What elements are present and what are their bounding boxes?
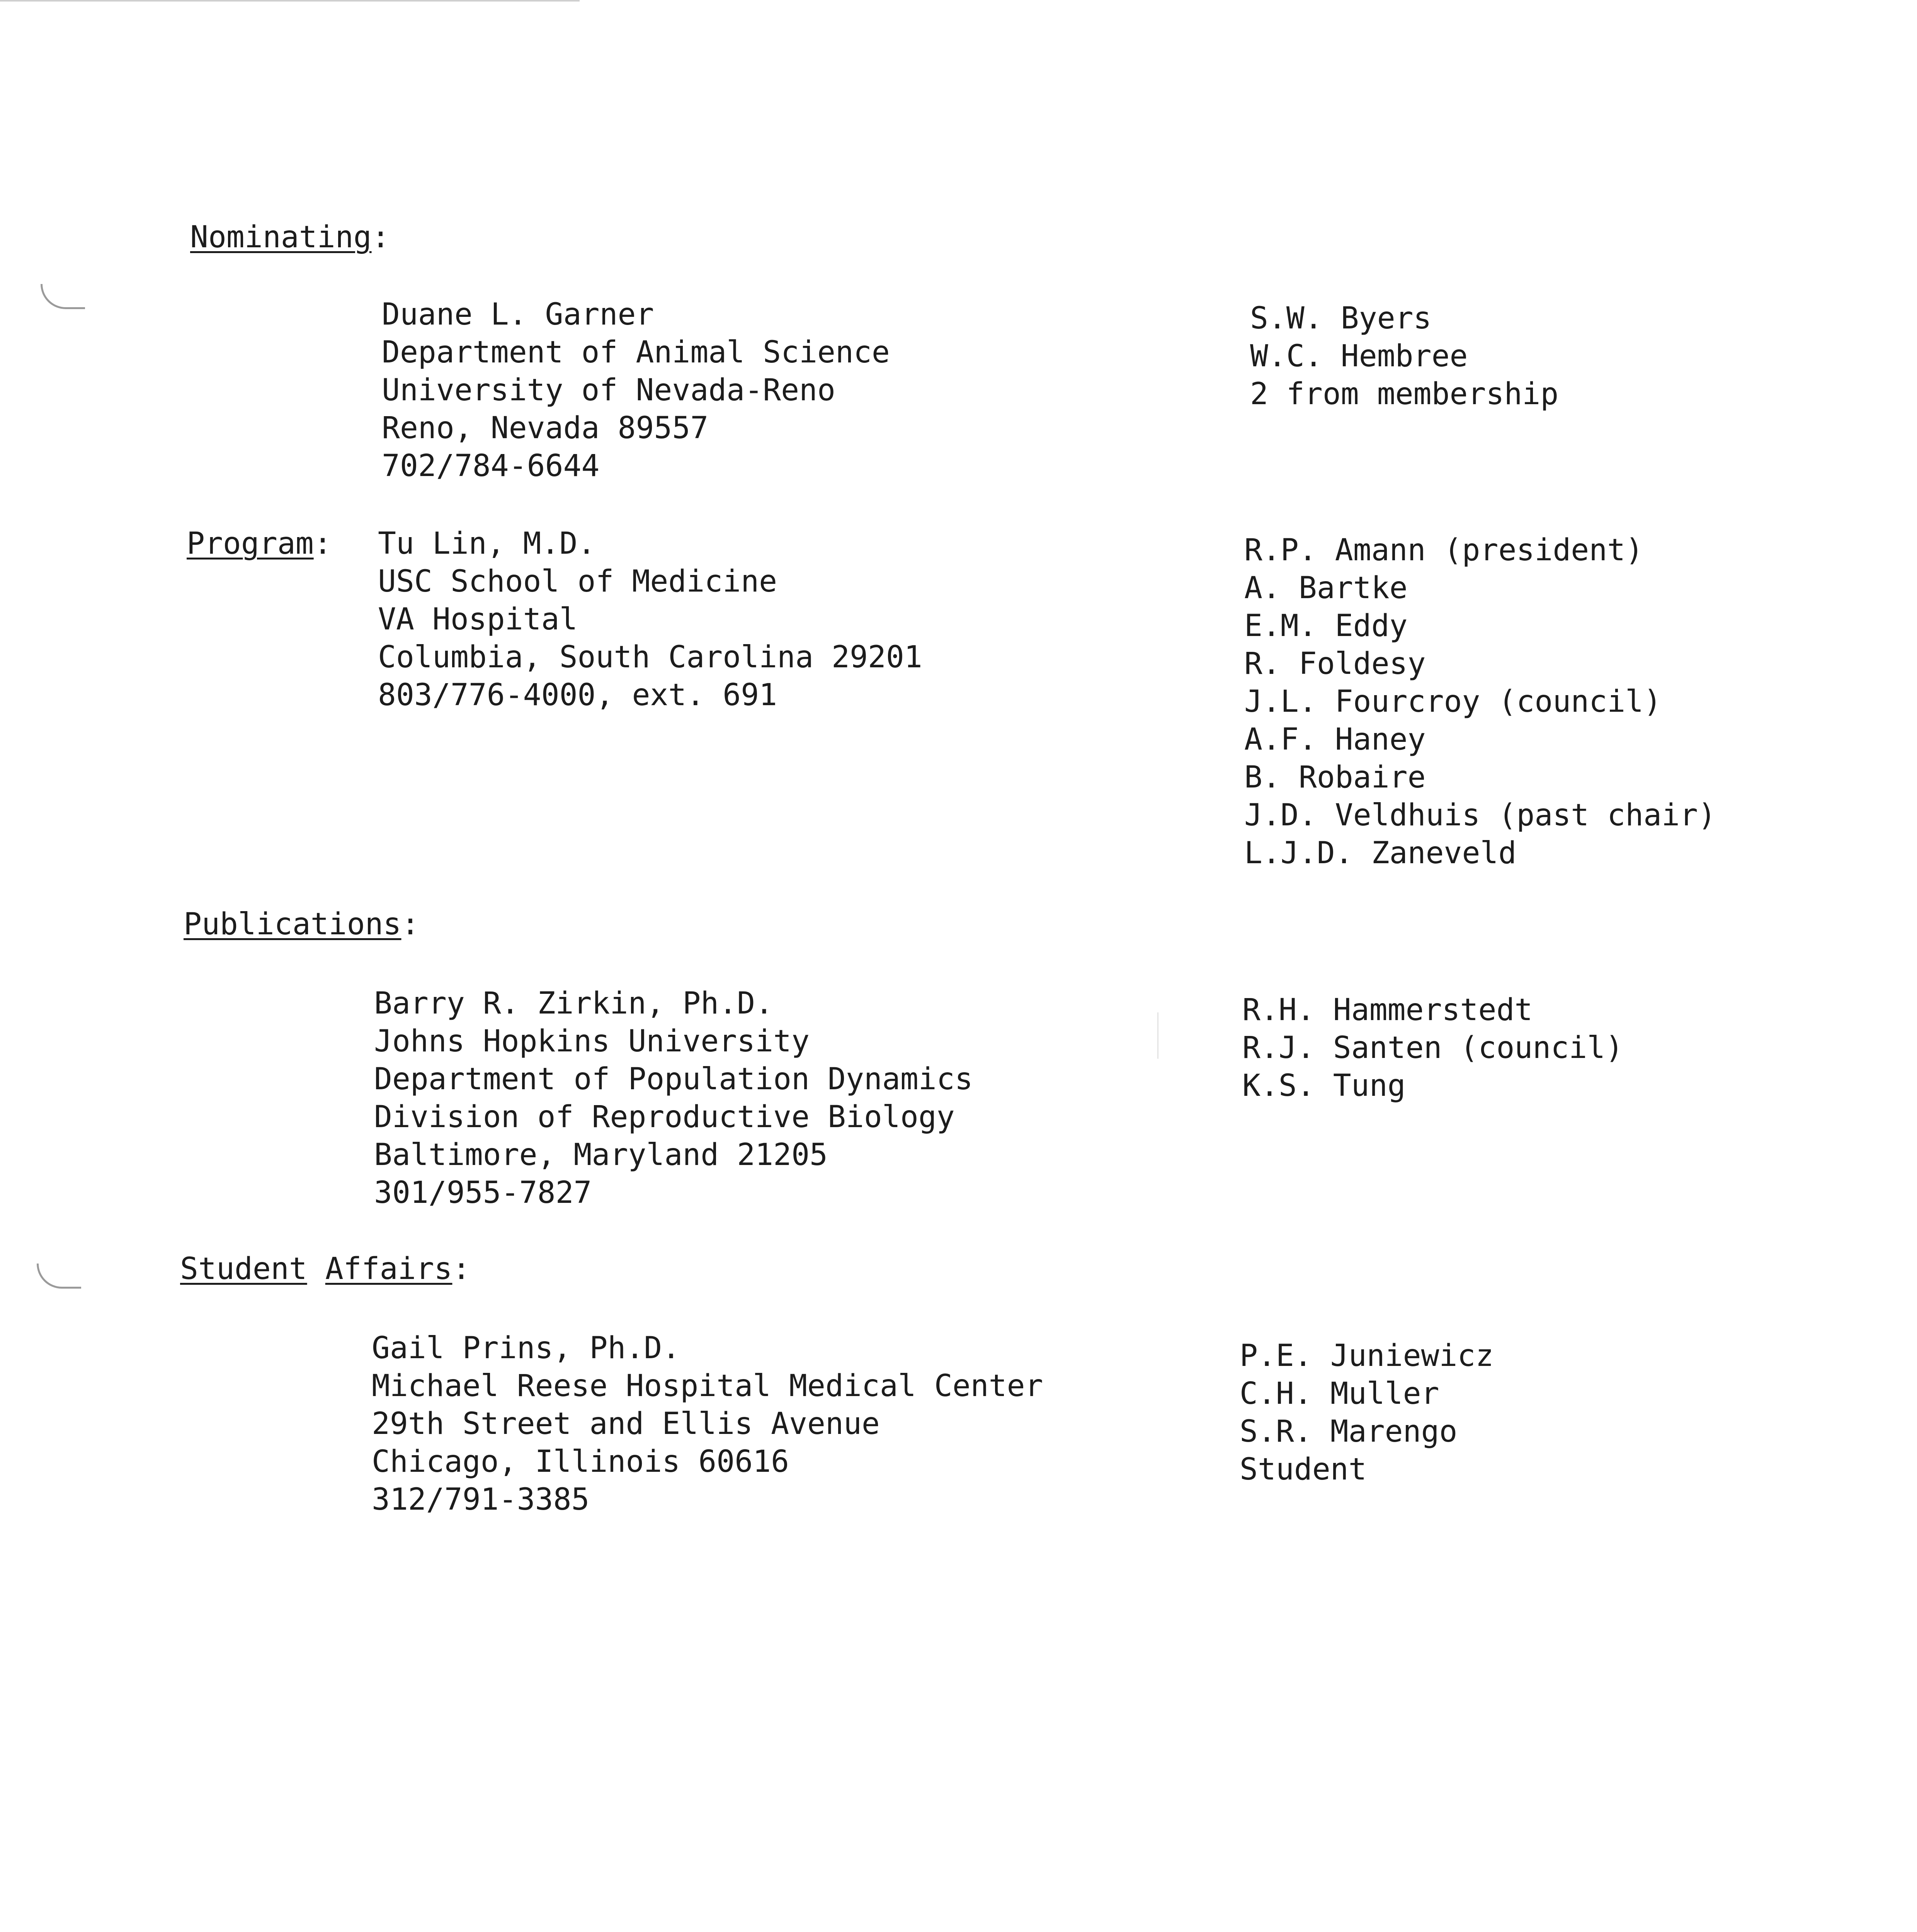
- member-name: E.M. Eddy: [1244, 609, 1408, 643]
- section-heading-publications: Publications:: [184, 907, 420, 942]
- hole-punch-mark: [37, 1264, 81, 1289]
- program-members: [1244, 531, 1716, 872]
- member-name: R.H. Hammerstedt: [1242, 993, 1533, 1027]
- member-name: A.F. Haney: [1244, 722, 1426, 757]
- section-heading-nominating: Nominating:: [190, 220, 390, 255]
- address-line: Baltimore, Maryland 21205: [374, 1138, 828, 1172]
- address-line: Johns Hopkins University: [374, 1024, 810, 1059]
- nominating-members: [1250, 299, 1558, 413]
- address-line: University of Nevada-Reno: [382, 373, 835, 408]
- member-name: Student: [1240, 1452, 1367, 1487]
- student-affairs-chair-address: [372, 1329, 1043, 1519]
- member-name: R.P. Amann (president): [1244, 533, 1644, 568]
- member-name: 2 from membership: [1250, 377, 1559, 412]
- member-name: B. Robaire: [1244, 760, 1426, 795]
- section-heading-program: Program:: [187, 526, 332, 561]
- member-name: R. Foldesy: [1244, 646, 1426, 681]
- member-name: W.C. Hembree: [1250, 339, 1468, 374]
- nominating-chair-address: [382, 296, 890, 485]
- address-line: Duane L. Garner: [382, 297, 654, 332]
- member-name: A. Bartke: [1244, 571, 1408, 605]
- address-line: Reno, Nevada 89557: [382, 411, 709, 446]
- member-name: C.H. Muller: [1240, 1376, 1439, 1411]
- member-name: J.D. Veldhuis (past chair): [1244, 798, 1716, 833]
- address-line: 803/776-4000, ext. 691: [378, 678, 777, 713]
- address-line: VA Hospital: [378, 602, 578, 637]
- address-line: Michael Reese Hospital Medical Center: [372, 1369, 1043, 1403]
- member-name: J.L. Fourcroy (council): [1244, 684, 1662, 719]
- publications-chair-address: [374, 985, 973, 1212]
- address-line: Division of Reproductive Biology: [374, 1100, 955, 1134]
- scan-edge-line: [0, 0, 580, 2]
- address-line: USC School of Medicine: [378, 564, 777, 599]
- member-name: S.R. Marengo: [1240, 1414, 1458, 1449]
- address-line: Chicago, Illinois 60616: [372, 1444, 789, 1479]
- address-line: Barry R. Zirkin, Ph.D.: [374, 986, 774, 1021]
- address-line: 312/791-3385: [372, 1482, 590, 1517]
- hole-punch-mark: [41, 284, 85, 309]
- program-chair-address: [378, 525, 922, 714]
- address-line: 29th Street and Ellis Avenue: [372, 1406, 880, 1441]
- member-name: L.J.D. Zaneveld: [1244, 836, 1517, 871]
- member-name: P.E. Juniewicz: [1240, 1338, 1494, 1373]
- address-line: 301/955-7827: [374, 1175, 592, 1210]
- student-affairs-members: [1240, 1337, 1493, 1488]
- member-name: K.S. Tung: [1242, 1068, 1406, 1103]
- section-heading-student-affairs: Student Affairs:: [180, 1252, 471, 1286]
- address-line: Columbia, South Carolina 29201: [378, 640, 922, 675]
- address-line: Gail Prins, Ph.D.: [372, 1331, 680, 1366]
- scan-artifact-mark: [1157, 1012, 1158, 1059]
- member-name: R.J. Santen (council): [1242, 1031, 1624, 1065]
- address-line: Department of Animal Science: [382, 335, 890, 370]
- address-line: Tu Lin, M.D.: [378, 526, 596, 561]
- address-line: Department of Population Dynamics: [374, 1062, 973, 1097]
- address-line: 702/784-6644: [382, 449, 600, 483]
- member-name: S.W. Byers: [1250, 301, 1432, 336]
- publications-members: [1242, 991, 1623, 1105]
